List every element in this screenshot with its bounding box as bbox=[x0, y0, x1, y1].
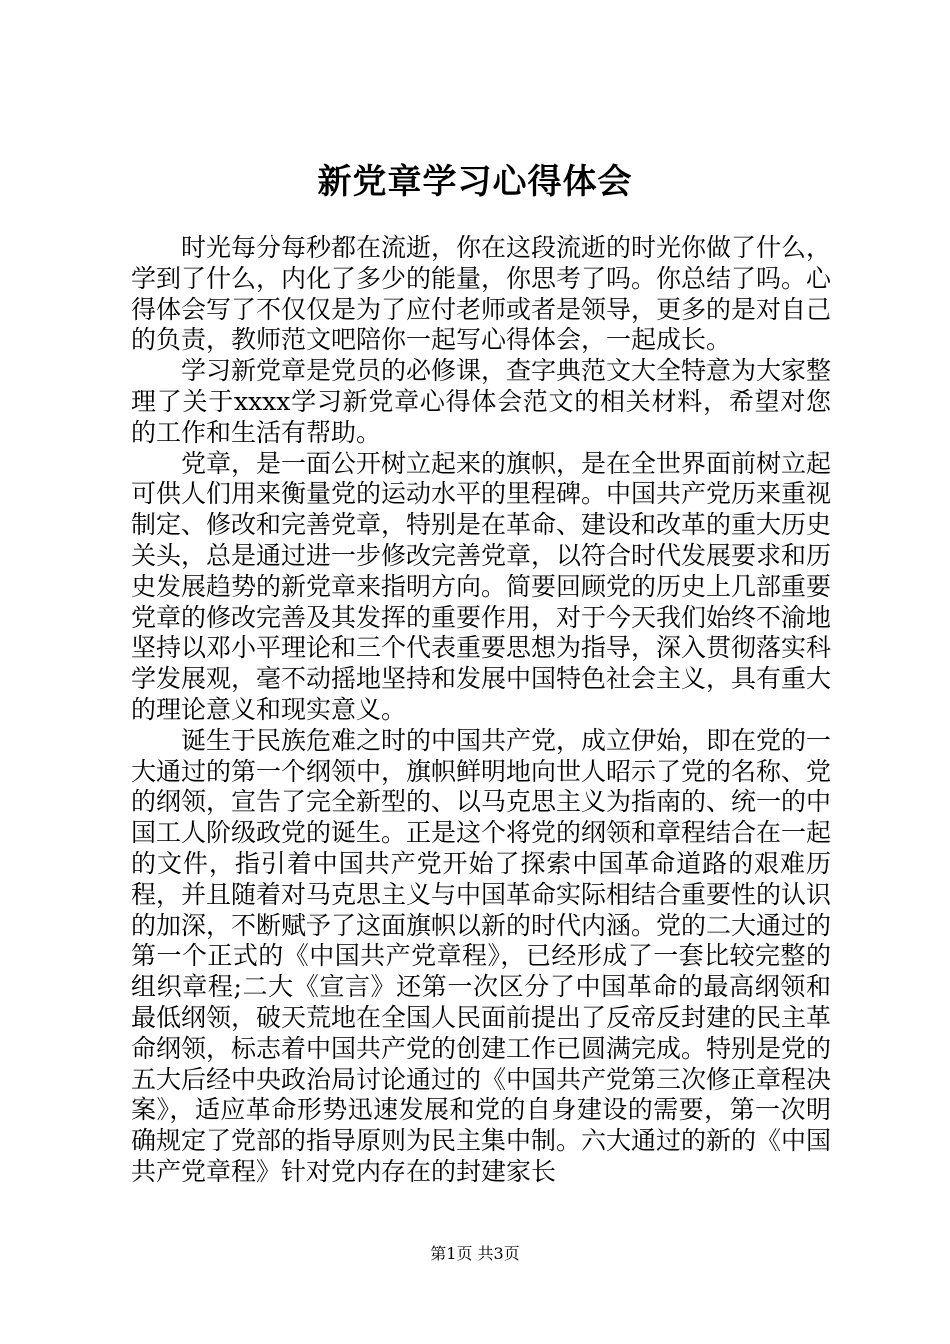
paragraph-3: 党章，是一面公开树立起来的旗帜，是在全世界面前树立起可供人们用来衡量党的运动水平的里程碑。中国共产党历来重视制定、修改和完善党章，特别是在革命、建设和改革的重大历史关头，总是通过进一步修改完善党章，以符合时代发展要求和历史发展趋势的新党章来指明方向。简要回顾党的历史上几部重要党章的修改完善及其发挥的重要作用，对于今天我们始终不渝地坚持以邓小平理论和三个代表重要思想为指导，深入贯彻落实科学发展观，毫不动摇地坚持和发展中国特色社会主义，具有重大的理论意义和现实意义。 bbox=[131, 448, 832, 724]
paragraph-1: 时光每分每秒都在流逝，你在这段流逝的时光你做了什么，学到了什么，内化了多少的能量，你思考了吗。你总结了吗。心得体会写了不仅仅是为了应付老师或者是领导，更多的是对自己的负责，教师范文吧陪你一起写心得体会，一起成长。 bbox=[131, 233, 832, 355]
page-number-footer: 第1页 共3页 bbox=[430, 1244, 520, 1263]
paragraph-4: 诞生于民族危难之时的中国共产党，成立伊始，即在党的一大通过的第一个纲领中，旗帜鲜明地向世人昭示了党的名称、党的纲领，宣告了完全新型的、以马克思主义为指南的、统一的中国工人阶级政党的诞生。正是这个将党的纲领和章程结合在一起的文件，指引着中国共产党开始了探索中国革命道路的艰难历程，并且随着对马克思主义与中国革命实际相结合重要性的认识的加深，不断赋予了这面旗帜以新的时代内涵。党的二大通过的第一个正式的《中国共产党章程》，已经形成了一套比较完整的组织章程;二大《宣言》还第一次区分了中国革命的最高纲领和最低纲领，破天荒地在全国人民面前提出了反帝反封建的民主革命纲领，标志着中国共产党的创建工作已圆满完成。特别是党的五大后经中央政治局讨论通过的《中国共产党第三次修正章程决案》，适应革命形势迅速发展和党的自身建设的需要，第一次明确规定了党部的指导原则为民主集中制。六大通过的新的《中国共产党章程》针对党内存在的封建家长 bbox=[131, 725, 832, 1186]
paragraph-2: 学习新党章是党员的必修课，查字典范文大全特意为大家整理了关于xxxx学习新党章心得体会范文的相关材料，希望对您的工作和生活有帮助。 bbox=[131, 356, 832, 447]
document-title: 新党章学习心得体会 bbox=[317, 162, 633, 202]
document-body bbox=[131, 233, 831, 1188]
